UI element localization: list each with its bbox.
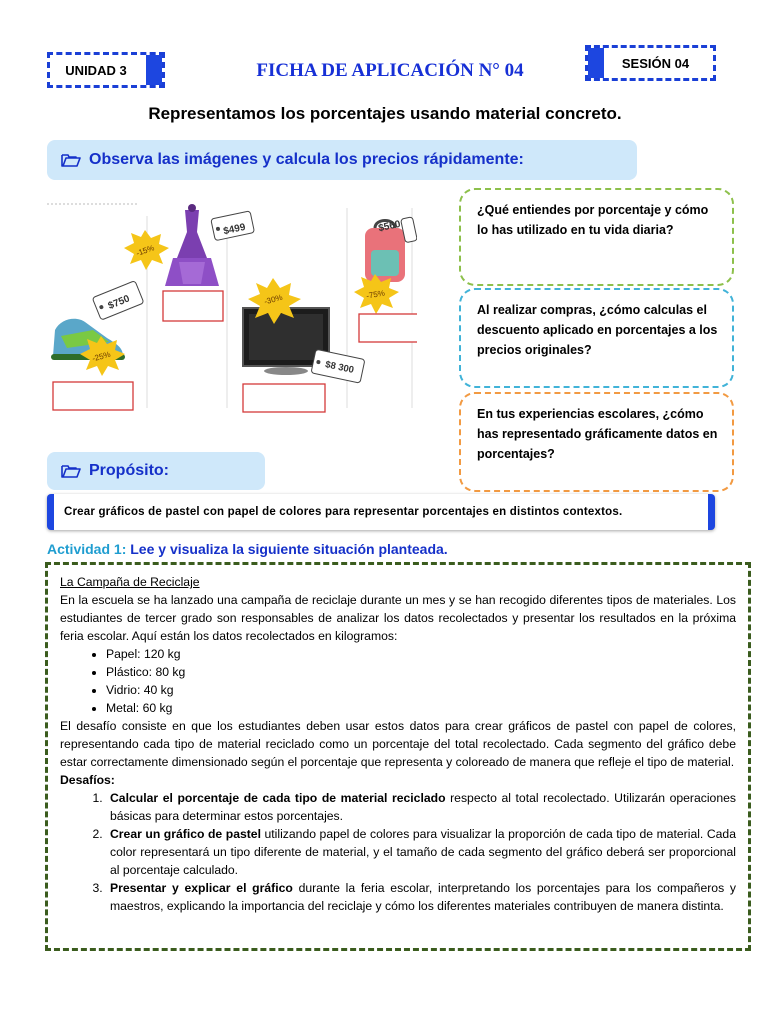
dress-price-label: $499 (222, 221, 247, 238)
question-text: En tus experiencias escolares, ¿cómo has representado gráficamente datos en porcentajes? (477, 407, 718, 461)
observe-banner (47, 140, 637, 180)
case-title: La Campaña de Reciclaje (60, 575, 200, 589)
folder-icon (61, 152, 81, 168)
unit-label: UNIDAD 3 (65, 62, 127, 78)
list-item: • Vidrio: 40 kg (106, 681, 736, 699)
materials-list (60, 645, 736, 717)
challenge-bold: Crear un gráfico de pastel (110, 827, 261, 841)
activity-text: Lee y visualiza la siguiente situación planteada. (130, 541, 448, 557)
question-text: Al realizar compras, ¿cómo calculas el descuento aplicado en porcentajes a los precios originales? (477, 303, 718, 357)
tv-price-label: $8 300 (324, 359, 355, 376)
challenge-rest: respecto al total recolectado. Utilizarán operaciones básicas para determinar estos porcentajes. (110, 791, 736, 823)
backpack-discount-label: -75% (365, 288, 386, 301)
question-box-percentage-meaning (459, 188, 734, 286)
purpose-text: Crear gráficos de pastel con papel de colores para representar porcentajes en distintos contextos. (64, 506, 623, 518)
question-text: ¿Qué entiendes por porcentaje y cómo lo has utilizado en tu vida diaria? (477, 203, 709, 237)
challenge-rest: durante la feria escolar, interpretando los porcentajes para los compañeros y maestros, explicando la importancia del reciclaje y cómo los diferentes materiales contribuyen de manera distinta. (110, 881, 736, 913)
tv-discount-label: -30% (263, 292, 284, 307)
case-study-box (45, 562, 751, 951)
folder-icon (61, 463, 81, 479)
question-box-discounts (459, 288, 734, 388)
list-item (106, 789, 736, 825)
observe-label: Observa las imágenes y calcula los precios rápidamente: (89, 151, 524, 168)
activity-heading (47, 541, 448, 557)
purpose-banner (47, 452, 265, 490)
tv-answer-box[interactable] (243, 384, 325, 412)
unit-tag-ink (146, 55, 162, 85)
page-subtitle: Representamos los porcentajes usando material concreto. (148, 104, 622, 123)
challenge-description: El desafío consiste en que los estudiantes deben usar estos datos para crear gráficos de pastel con papel de colores, representando cada tipo de material reciclado como un porcentaje del total recolectado. Cada segmento del gráfico debe estar correctamente dimensionado según el porcentaje que representa y coloreado de manera que refleje el tipo de material. (60, 719, 736, 769)
products-illustration (47, 198, 417, 418)
challenge-bold: Calcular el porcentaje de cada tipo de material reciclado (110, 791, 446, 805)
activity-number: Actividad 1: (47, 541, 127, 557)
session-tag-ink (588, 48, 604, 78)
case-intro: En la escuela se ha lanzado una campaña de reciclaje durante un mes y se han recogido diferentes tipos de materiales. Los estudiantes de tercer grado son responsables de analizar los datos recolectados y presentar los resultados en la próxima feria escolar. Aquí están los datos recolectados en kilogramos: (60, 593, 736, 643)
challenge-bold: Presentar y explicar el gráfico (110, 881, 293, 895)
list-item: • Papel: 120 kg (106, 645, 736, 663)
unit-tag (47, 52, 165, 88)
sneaker-answer-box[interactable] (53, 382, 133, 410)
dress-answer-box[interactable] (163, 291, 223, 321)
list-item: • Plástico: 80 kg (106, 663, 736, 681)
challenges-list (60, 789, 736, 915)
purpose-statement (47, 494, 715, 530)
sneaker-discount-label: -25% (91, 349, 112, 364)
session-label: SESIÓN 04 (621, 55, 690, 71)
page-title: FICHA DE APLICACIÓN N° 04 (256, 60, 524, 81)
dress-product (165, 204, 219, 286)
question-box-graphs (459, 392, 734, 492)
list-item: • Metal: 60 kg (106, 699, 736, 717)
backpack-answer-box[interactable] (359, 314, 417, 342)
purpose-label: Propósito: (89, 462, 169, 479)
dress-discount-label: -15% (134, 243, 156, 259)
sneaker-price-label: $750 (106, 293, 132, 312)
backpack-price-label: $560 (377, 218, 402, 235)
challenges-label-text: Desafíos: (60, 773, 115, 787)
list-item (106, 879, 736, 915)
challenge-rest: utilizando papel de colores para visualizar la proporción de cada tipo de material. Cada color representará un tipo diferente de material, y el tamaño de cada segmento del gráfico deberá ser proporcional al porcentaje calculado. (110, 827, 736, 877)
list-item (106, 825, 736, 879)
challenges-label (60, 771, 736, 789)
session-tag (585, 45, 716, 81)
